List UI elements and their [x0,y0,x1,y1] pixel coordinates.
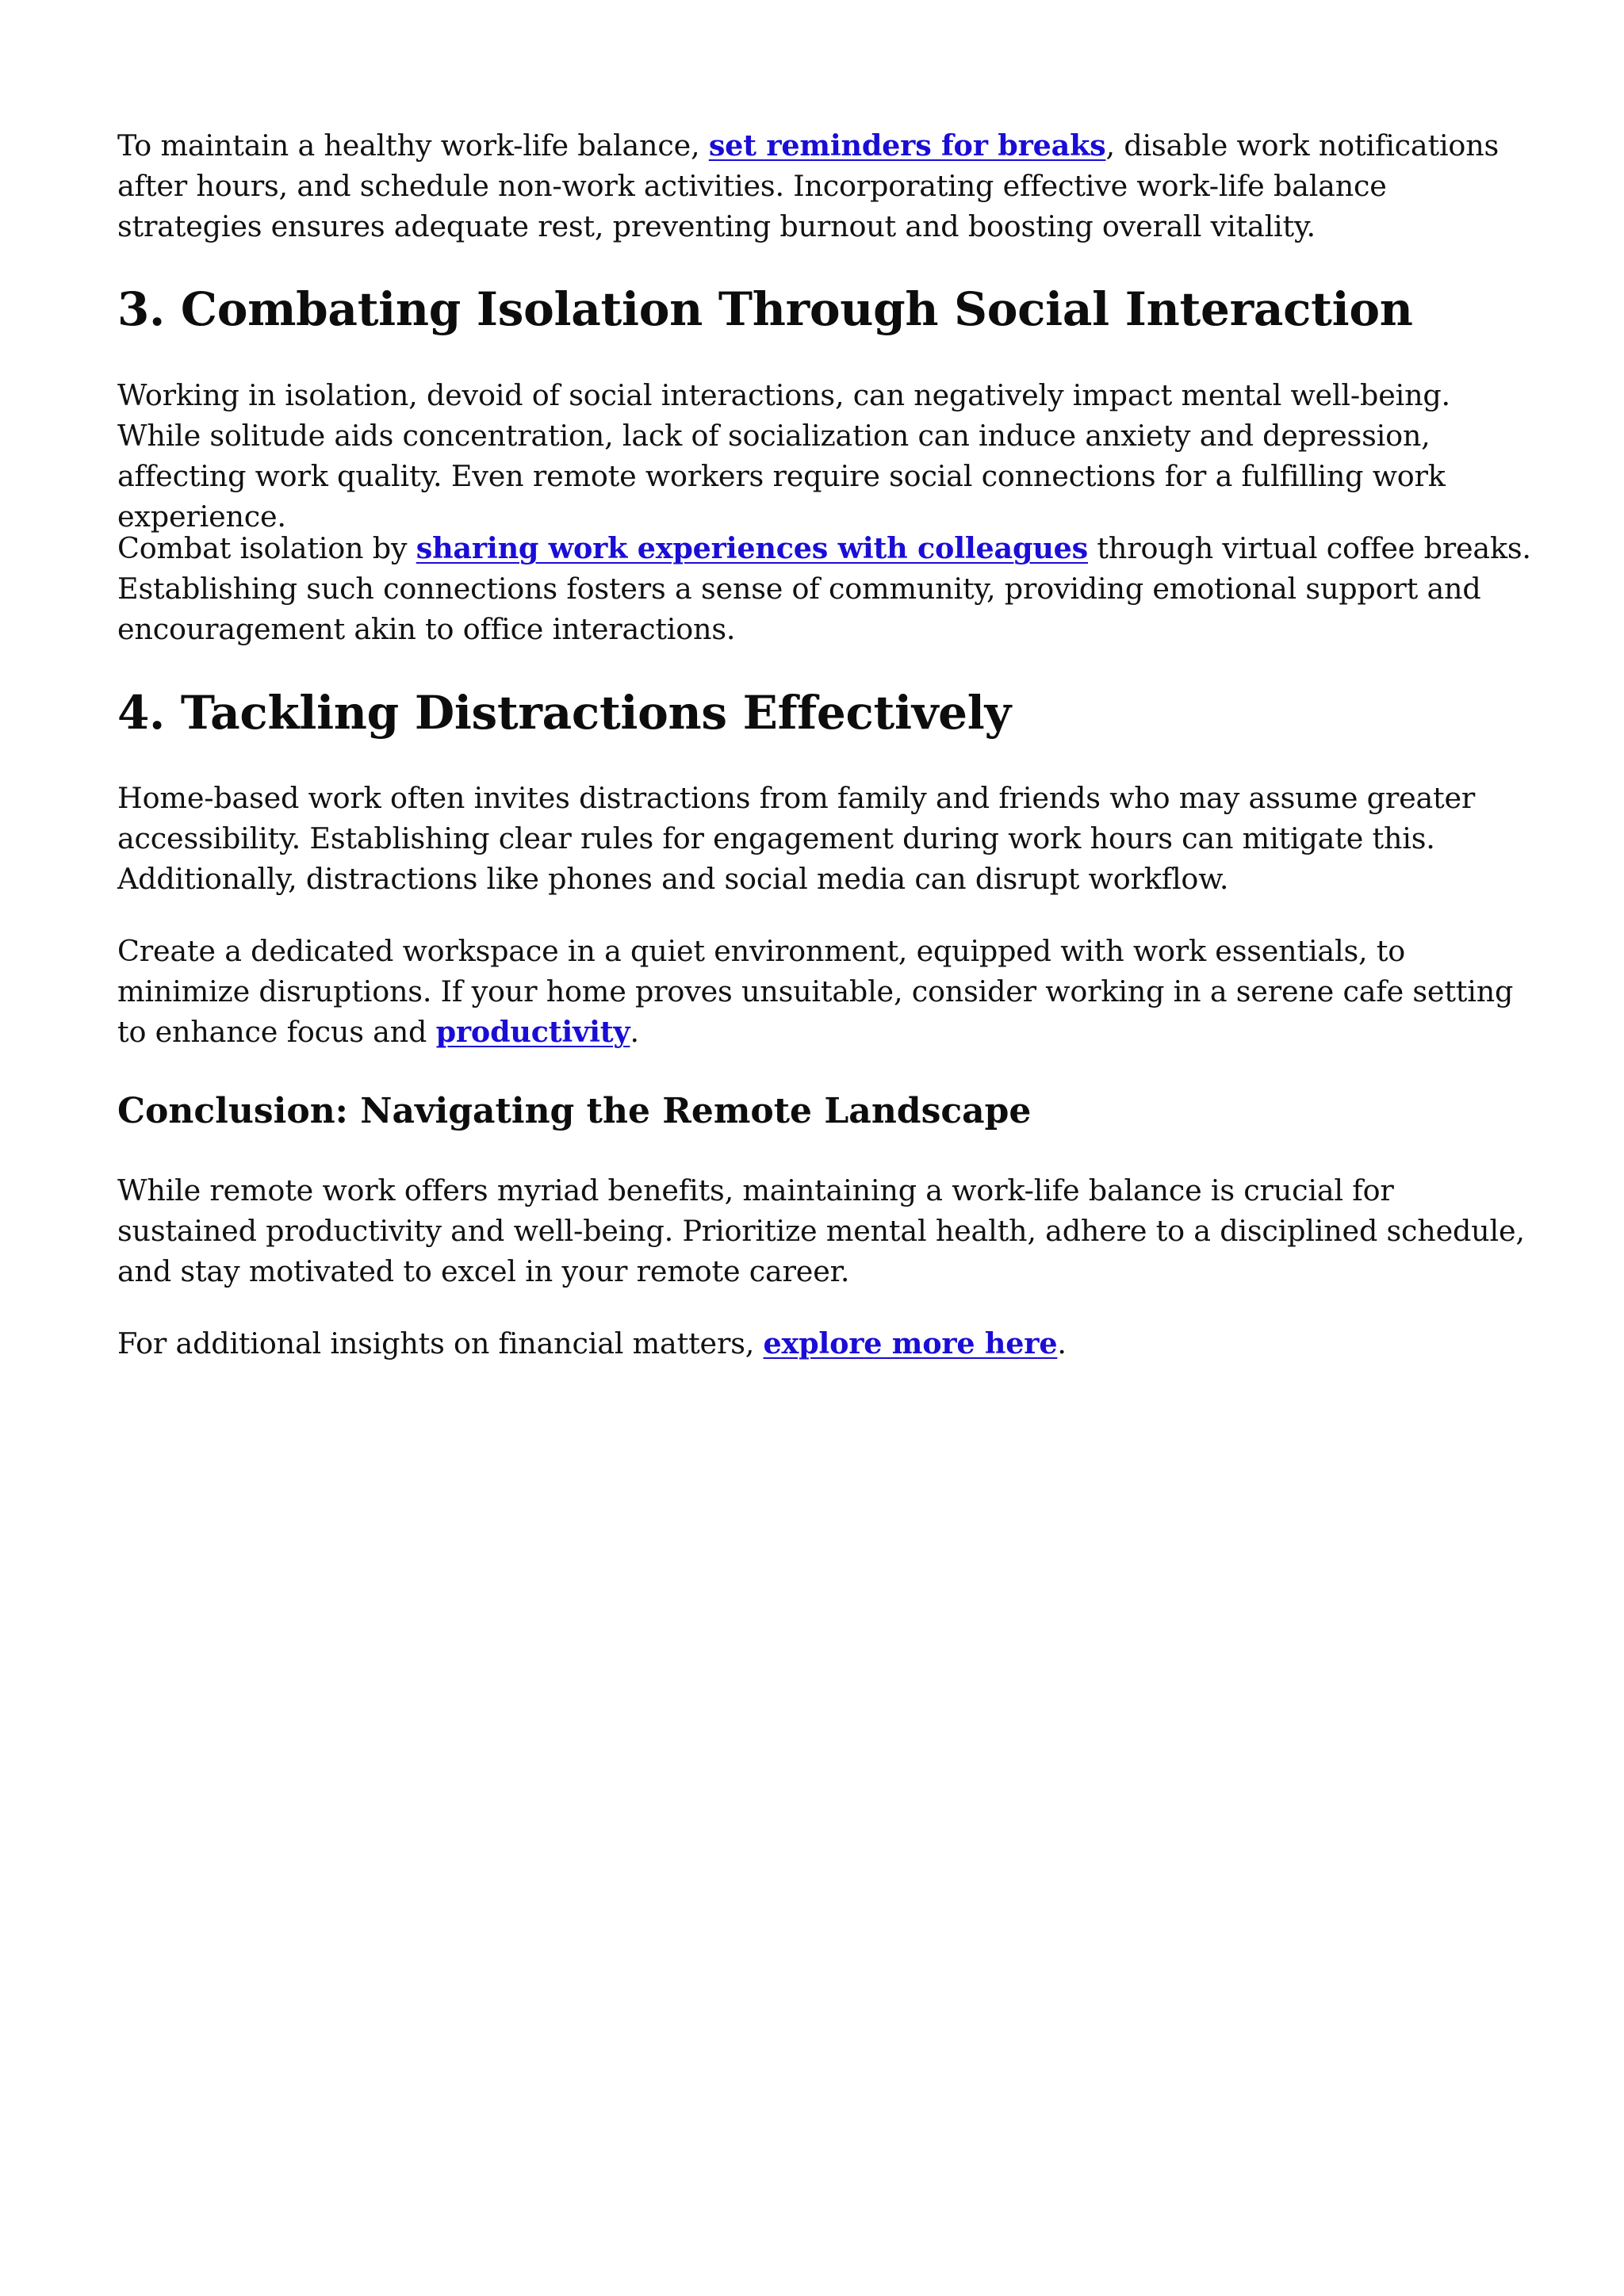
section-3-paragraph-1: Working in isolation, devoid of social interactions, can negatively impact mental well-being. While solitude aids concentration, lack of socialization can induce anxiety and depression, affecting work quality. Even remote workers require social connections for a fulfilling work experience. [117,378,1450,534]
section-3-p2-before: Combat isolation by [117,531,416,565]
conclusion-heading: Conclusion: Navigating the Remote Landscape [117,1091,1032,1131]
section-4-paragraph-2 [117,931,1537,1052]
section-4-paragraph-1: Home-based work often invites distractions from family and friends who may assume greater accessibility. Establishing clear rules for engagement during work hours can mitigate this. Additionally, distractions like phones and social media can disrupt workflow. [117,781,1476,896]
section-3-p2-after: through virtual coffee breaks. Establishing such connections fosters a sense of community, providing emotional support and encouragement akin to office interactions. [117,531,1531,646]
section-4-p2-before: Create a dedicated workspace in a quiet environment, equipped with work essentials, to minimize disruptions. If your home proves unsuitable, consider working in a serene cafe setting to enhance focus and [117,934,1514,1049]
section-4-heading: 4. Tackling Distractions Effectively [117,686,1011,740]
conclusion-paragraph-1: While remote work offers myriad benefits, maintaining a work-life balance is crucial for sustained productivity and well-being. Prioritize mental health, adhere to a disciplined schedule, and stay motivated to excel in your remote career. [117,1173,1525,1288]
intro-text-after: , disable work notifications after hours, and schedule non-work activities. Incorporating effective work-life balance strategies ensures adequate rest, preventing burnout and boosting overall vitality. [117,128,1500,243]
section-4-p2-after: . [630,1015,639,1049]
set-reminders-link[interactable]: set reminders for breaks [708,128,1106,163]
conclusion-p2-before: For additional insights on financial matters, [117,1326,764,1360]
intro-paragraph [117,125,1537,247]
conclusion-p2-after: . [1057,1326,1067,1360]
section-3-heading: 3. Combating Isolation Through Social Interaction [117,282,1413,336]
sharing-work-experiences-link[interactable]: sharing work experiences with colleagues [416,531,1089,565]
explore-more-link[interactable]: explore more here [763,1326,1058,1360]
section-3-paragraph-2 [117,528,1537,649]
intro-text-before: To maintain a healthy work-life balance, [117,128,709,163]
productivity-link[interactable]: productivity [435,1015,630,1049]
conclusion-paragraph-2 [117,1323,1537,1364]
